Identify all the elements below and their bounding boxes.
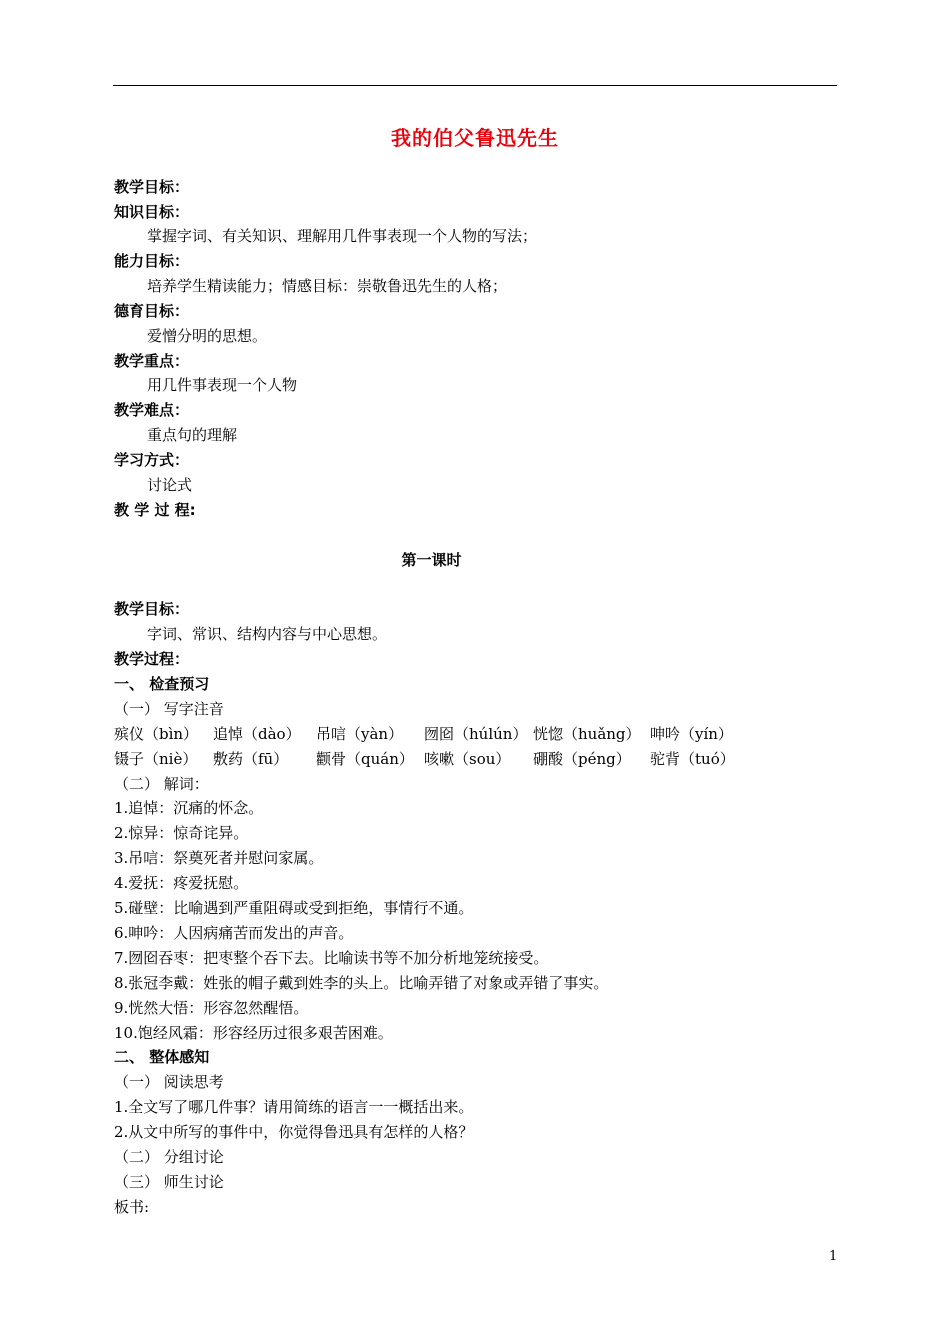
definition-item: 4.爱抚：疼爱抚慰。: [114, 874, 249, 892]
question-item: 2.从文中所写的事件中，你觉得鲁迅具有怎样的人格？: [114, 1123, 474, 1141]
definition-item: 7.囫囵吞枣：把枣整个吞下去。比喻读书等不加分析地笼统接受。: [114, 949, 549, 967]
phonetic-item: 囫囵（húlún）: [424, 725, 528, 743]
sub1-heading: （一） 写字注音: [114, 700, 224, 718]
definition-item: 2.惊异：惊奇诧异。: [114, 824, 249, 842]
definition-item: 10.饱经风霜：形容经历过很多艰苦困难。: [114, 1024, 393, 1042]
lesson-goals-text: 字词、常识、结构内容与中心思想。: [147, 625, 388, 643]
ability-text: 培养学生精读能力；情感目标：崇敬鲁迅先生的人格；: [147, 277, 508, 295]
lesson-goals-heading: 教学目标：: [114, 600, 190, 618]
ability-heading: 能力目标：: [114, 252, 190, 270]
goals-heading: 教学目标：: [114, 178, 190, 196]
lesson-title: 第一课时: [401, 551, 462, 569]
phonetic-item: 硼酸（péng）: [533, 750, 631, 768]
header-rule: [113, 85, 837, 86]
definition-item: 6.呻吟：人因病痛苦而发出的声音。: [114, 924, 354, 942]
moral-heading: 德育目标：: [114, 302, 190, 320]
board-label: 板书:: [114, 1198, 150, 1216]
page-number: 1: [829, 1249, 838, 1264]
section1-heading: 一、 检查预习: [114, 675, 210, 693]
question-item: 1.全文写了哪几件事？请用简练的语言一一概括出来。: [114, 1098, 474, 1116]
method-heading: 学习方式：: [114, 451, 190, 469]
difficulty-text: 重点句的理解: [147, 426, 238, 444]
phonetic-item: 镊子（niè）: [114, 750, 198, 768]
phonetic-item: 恍惚（huǎng）: [533, 725, 641, 743]
definition-item: 9.恍然大悟：形容忽然醒悟。: [114, 999, 309, 1017]
definition-item: 3.吊唁：祭奠死者并慰问家属。: [114, 849, 324, 867]
knowledge-text: 掌握字词、有关知识、理解用几件事表现一个人物的写法；: [147, 227, 538, 245]
phonetic-item: 追悼（dào）: [213, 725, 301, 743]
phonetic-item: 殡仪（bìn）: [114, 725, 199, 743]
document-title: 我的伯父鲁迅先生: [391, 126, 559, 150]
phonetic-item: 呻吟（yín）: [650, 725, 733, 743]
focus-heading: 教学重点：: [114, 352, 190, 370]
sub5-heading: （三） 师生讨论: [114, 1173, 224, 1191]
phonetic-item: 颧骨（quán）: [316, 750, 414, 768]
sub3-heading: （一） 阅读思考: [114, 1073, 224, 1091]
sub2-heading: （二） 解词：: [114, 775, 209, 793]
section2-heading: 二、 整体感知: [114, 1048, 210, 1066]
process-heading: 教 学 过 程:: [114, 501, 196, 519]
sub4-heading: （二） 分组讨论: [114, 1148, 224, 1166]
difficulty-heading: 教学难点：: [114, 401, 190, 419]
phonetic-item: 咳嗽（sou）: [424, 750, 511, 768]
knowledge-heading: 知识目标：: [114, 203, 190, 221]
phonetic-item: 敷药（fū）: [213, 750, 289, 768]
phonetic-item: 吊唁（yàn）: [316, 725, 404, 743]
moral-text: 爱憎分明的思想。: [147, 327, 268, 345]
phonetic-item: 驼背（tuó）: [650, 750, 735, 768]
focus-text: 用几件事表现一个人物: [147, 376, 298, 394]
method-text: 讨论式: [147, 476, 193, 494]
definition-item: 1.追悼：沉痛的怀念。: [114, 799, 264, 817]
lesson-process-heading: 教学过程：: [114, 650, 190, 668]
definition-item: 8.张冠李戴：姓张的帽子戴到姓李的头上。比喻弄错了对象或弄错了事实。: [114, 974, 609, 992]
definition-item: 5.碰壁：比喻遇到严重阻碍或受到拒绝，事情行不通。: [114, 899, 474, 917]
